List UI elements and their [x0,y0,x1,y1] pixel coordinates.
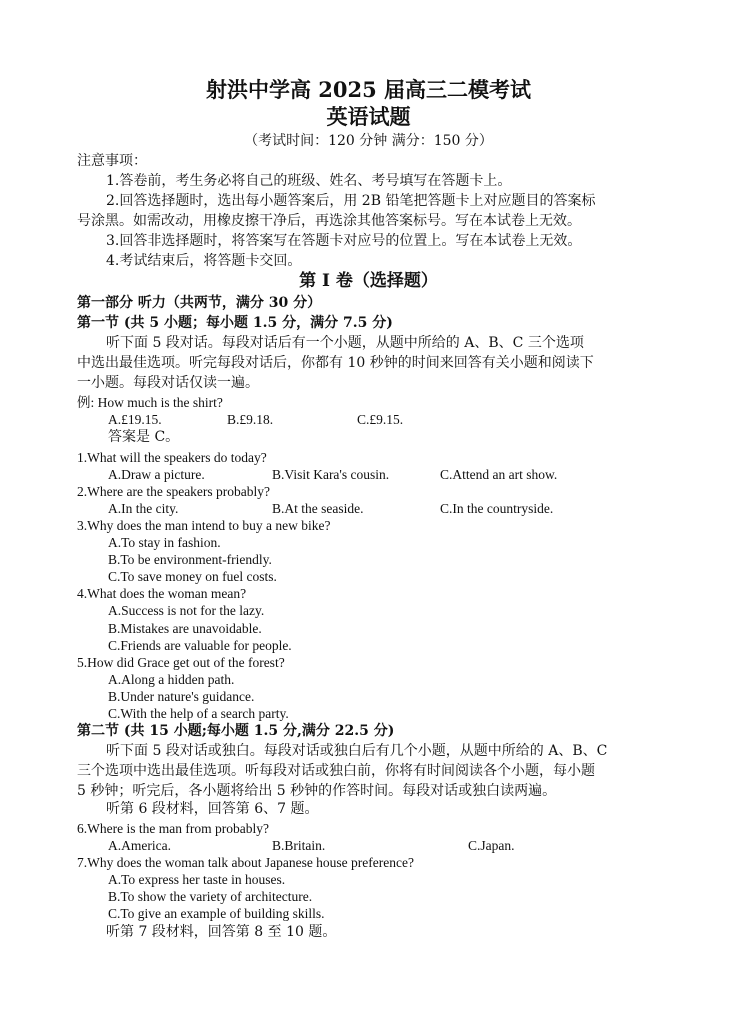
exam-info: （考试时间：120 分钟 满分：150 分） [244,133,493,149]
option-a: A.America. [108,838,171,853]
section-heading: 第一节 (共 5 小题；每小题 1.5 分，满分 7.5 分) [77,315,393,331]
option-b: B.At the seaside. [272,501,364,516]
question-stem: 5.How did Grace get out of the forest? [77,655,285,670]
option-c: C.Attend an art show. [440,467,558,482]
note-item: 1.答卷前，考生务必将自己的班级、姓名、考号填写在答题卡上。 [106,173,512,189]
option-a: A.Along a hidden path. [108,672,235,687]
note-item: 3.回答非选择题时，将答案写在答题卡对应号的位置上。写在本试卷上无效。 [106,233,582,249]
option-a: A.In the city. [108,501,179,516]
option-c: C.Japan. [468,838,515,853]
material-note: 听第 6 段材料，回答第 6、7 题。 [106,801,319,817]
instruction-line: 5 秒钟；听完后，各小题将给出 5 秒钟的作答时间。每段对话或独白读两遍。 [77,783,557,799]
volume-title: 第 I 卷（选择题） [299,271,438,291]
note-item: 号涂黑。如需改动，用橡皮擦干净后，再选涂其他答案标号。写在本试卷上无效。 [77,213,581,229]
option-c: C.Friends are valuable for people. [108,638,292,653]
option-b: B.Mistakes are unavoidable. [108,621,262,636]
notes-heading: 注意事项： [77,153,147,169]
question-stem: 2.Where are the speakers probably? [77,484,271,499]
option-a: A.Success is not for the lazy. [108,603,265,618]
option-a: A.To express her taste in houses. [108,872,286,887]
instruction-line: 听下面 5 段对话或独白。每段对话或独白后有几个小题，从题中所给的 A、B、C [106,743,608,759]
option-a: A.Draw a picture. [108,467,205,482]
instruction-line: 中选出最佳选项。听完每段对话后，你都有 10 秒钟的时间来回答有关小题和阅读下 [77,355,594,371]
material-note: 听第 7 段材料，回答第 8 至 10 题。 [106,924,337,940]
option-b: B.To show the variety of architecture. [108,889,313,904]
option-b: B.Under nature's guidance. [108,689,255,704]
example-answer: 答案是 C。 [108,429,180,445]
note-item: 2.回答选择题时，选出每小题答案后，用 2B 铅笔把答题卡上对应题目的答案标 [106,193,596,209]
option-c: C.In the countryside. [440,501,554,516]
subject-title: 英语试题 [326,104,411,129]
part-heading: 第一部分 听力（共两节，满分 30 分） [77,295,322,311]
option-c: C.To give an example of building skills. [108,906,325,921]
option-c: C.To save money on fuel costs. [108,569,277,584]
option-c: C.£9.15. [357,412,404,427]
option-a: A.£19.15. [108,412,162,427]
question-stem: 1.What will the speakers do today? [77,450,267,465]
option-b: B.To be environment-friendly. [108,552,272,567]
option-b: B.Visit Kara's cousin. [272,467,390,482]
option-b: B.£9.18. [227,412,274,427]
option-a: A.To stay in fashion. [108,535,221,550]
note-item: 4.考试结束后，将答题卡交回。 [106,253,302,269]
question-stem: 6.Where is the man from probably? [77,821,269,836]
exam-title: 射洪中学高 2025 届高三二模考试 [205,77,532,102]
section-heading: 第二节 (共 15 小题;每小题 1.5 分,满分 22.5 分) [77,723,395,739]
option-b: B.Britain. [272,838,326,853]
question-stem: 7.Why does the woman talk about Japanese house preference? [77,855,414,870]
question-stem: 3.Why does the man intend to buy a new bike? [77,518,331,533]
instruction-line: 三个选项中选出最佳选项。听每段对话或独白前，你将有时间阅读各个小题，每小题 [77,763,595,779]
example-question: 例: How much is the shirt? [77,395,223,410]
question-stem: 4.What does the woman mean? [77,586,247,601]
instruction-line: 一小题。每段对话仅读一遍。 [77,375,259,391]
option-c: C.With the help of a search party. [108,706,289,721]
instruction-line: 听下面 5 段对话。每段对话后有一个小题，从题中所给的 A、B、C 三个选项 [106,335,584,351]
